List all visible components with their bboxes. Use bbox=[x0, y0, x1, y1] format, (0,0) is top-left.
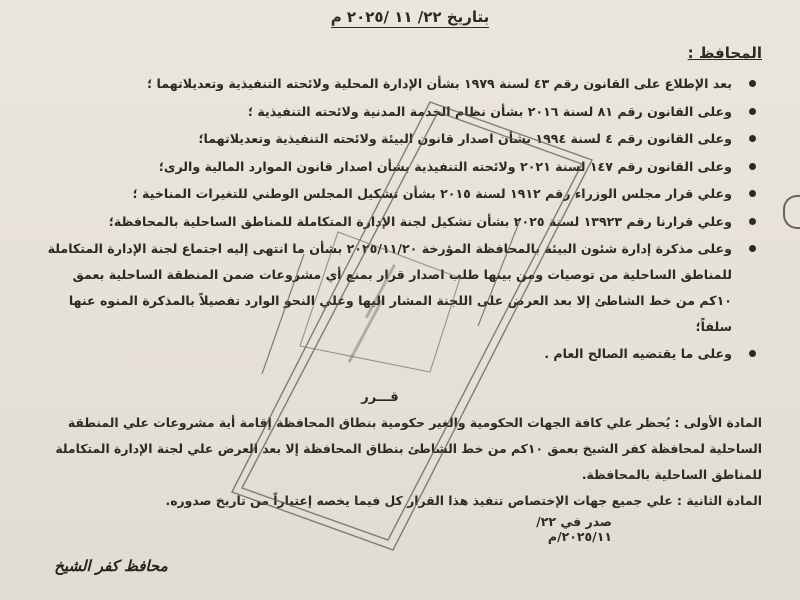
bullet-icon bbox=[749, 190, 756, 197]
clause-text: وعلى مذكرة إدارة شئون البيئة بالمحافظة المؤرخة ٢٠٢٥/١١/٢٠ بشأن ما انتهى إليه اجتماع لجنة الإدارة المتكاملة للمناطق الساحلية من توصيات ومن بينها طلب اصدار قرار بمنع أي مشروعات ضمن المنطقة الساحلية بعمق ١٠كم من خط الشاطئ إلا بعد العرض على اللجنة المشار اليها وعلي النحو الوارد تفصيلاً بالمذكرة المنوه عنها سلفاً؛ bbox=[47, 241, 732, 334]
preamble-clause bbox=[42, 180, 762, 208]
decree-date bbox=[310, 8, 510, 32]
preamble-clause bbox=[42, 340, 762, 368]
preamble-clauses bbox=[42, 70, 762, 368]
bullet-icon bbox=[749, 80, 756, 87]
bullet-icon bbox=[749, 350, 756, 357]
decision-title: قـــرر bbox=[361, 390, 399, 405]
article-one: المادة الأولى : يُحظر علي كافة الجهات الحكومية والغير حكومية بنطاق المحافظة إقامة أية مشروعات علي المنطقة الساحلية لمحافظة كفر الشيخ بعمق ١٠كم من خط الشاطئ بنطاق المحافظة إلا بعد العرض علي لجنة الإدارة المتكاملة للمناطق الساحلية بالمحافظة. bbox=[55, 415, 762, 482]
bullet-icon bbox=[749, 108, 756, 115]
article-two: المادة الثانية : علي جميع جهات الإختصاص تنفيذ هذا القرار كل فيما يخصه إعتباراً من تاريخ صدوره. bbox=[165, 493, 762, 508]
issued-line: صدر في ٢٢/ bbox=[536, 514, 612, 529]
decree-date-text: بتاريخ ٢٢/ ١١ /٢٠٢٥ م bbox=[330, 8, 490, 26]
governor-signature: محافظ كفر الشيخ bbox=[54, 557, 168, 575]
preamble-clause bbox=[42, 98, 762, 126]
preamble-clause bbox=[42, 235, 762, 340]
clause-text: بعد الإطلاع على القانون رقم ٤٣ لسنة ١٩٧٩ بشأن الإدارة المحلية ولائحته التنفيذية وتعديلاتهما ؛ bbox=[147, 76, 732, 91]
issued-line: ٢٠٢٥/١١/م bbox=[547, 529, 612, 544]
preamble-clause bbox=[42, 208, 762, 236]
clause-text: وعلى القانون رقم ٨١ لسنة ٢٠١٦ بشأن نظام الخدمة المدنية ولائحته التنفيذية ؛ bbox=[247, 103, 732, 119]
clause-text: وعلي قرار مجلس الوزراء رقم ١٩١٢ لسنة ٢٠١٥ بشأن تشكيل المجلس الوطني للتغيرات المناخية ؛ bbox=[132, 186, 732, 201]
clause-text: وعلي قرارنا رقم ١٣٩٢٣ لسنة ٢٠٢٥ بشأن تشكيل لجنة الإدارة المتكاملة للمناطق الساحلية بالمحافظة؛ bbox=[108, 213, 732, 229]
clause-text: وعلى القانون رقم ١٤٧ لسنة ٢٠٢١ ولائحته التنفيذية بشأن اصدار قانون الموارد المالية والرى؛ bbox=[158, 158, 732, 174]
bullet-icon bbox=[749, 163, 756, 170]
clause-text: وعلى القانون رقم ٤ لسنة ١٩٩٤ بشأن اصدار قانون البيئة ولائحته التنفيذية وتعديلاتهما؛ bbox=[198, 131, 732, 146]
issued-date bbox=[462, 514, 612, 544]
governor-heading: المحافظ : bbox=[687, 44, 762, 62]
clause-text: وعلى ما يقتضيه الصالح العام . bbox=[544, 346, 732, 361]
preamble-clause bbox=[42, 125, 762, 153]
preamble-clause bbox=[42, 153, 762, 181]
bullet-icon bbox=[749, 218, 756, 225]
page-edge-mark bbox=[783, 195, 800, 229]
bullet-icon bbox=[749, 135, 756, 142]
preamble-clause bbox=[42, 70, 762, 98]
bullet-icon bbox=[749, 245, 756, 252]
